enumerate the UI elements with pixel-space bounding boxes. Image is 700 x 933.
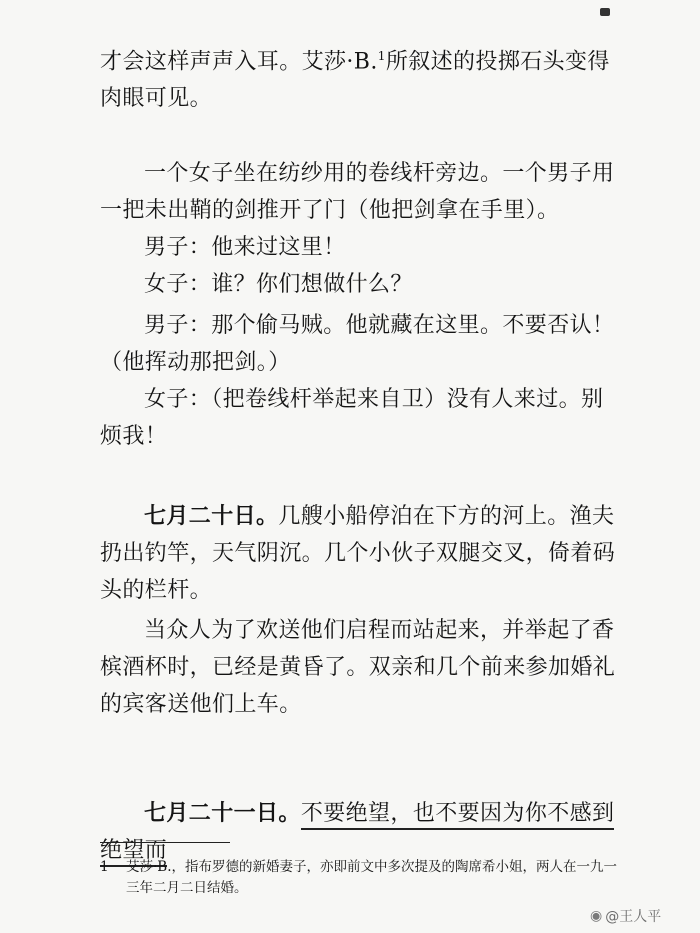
weibo-icon: ◉ xyxy=(590,908,603,924)
footnote-divider xyxy=(100,842,230,843)
entry-date: 七月二十日。 xyxy=(144,503,279,529)
watermark xyxy=(590,906,661,926)
paragraph-scene: 一个女子坐在纺纱用的卷线杆旁边。一个男子用一把未出鞘的剑推开了门（他把剑拿在手里）。 xyxy=(100,161,615,223)
entry-text: 几艘小船停泊在下方的河上。渔夫扔出钓竿，天气阴沉。几个小伙子双腿交叉，倚着码头的栏杆。 xyxy=(100,504,616,603)
entry-date: 七月二十一日。 xyxy=(144,800,301,826)
scan-mark xyxy=(600,8,610,16)
dialogue-line: 女子：谁？你们想做什么？ xyxy=(144,272,413,297)
dialogue-line: 男子：那个偷马贼。他就藏在这里。不要否认！（他挥动那把剑。） xyxy=(100,313,615,375)
footnote xyxy=(100,857,620,899)
dialogue-line: 女子：（把卷线杆举起来自卫）没有人来过。别烦我！ xyxy=(100,387,604,449)
paragraph-text: 所叙述的投掷石头变得肉眼可见。 xyxy=(100,49,610,112)
paragraph-text: 才会这样声声入耳。艾莎·B. xyxy=(100,49,378,75)
paragraph-evening: 当众人为了欢送他们启程而站起来，并举起了香槟酒杯时，已经是黄昏了。双亲和几个前来参加婚礼的宾客送他们上车。 xyxy=(100,618,616,717)
dialogue-line: 男子：他来过这里！ xyxy=(144,235,346,260)
underlined-text: 不要绝望，也不要因为你不感到绝望而 xyxy=(100,801,614,867)
diary-entry xyxy=(100,498,620,609)
watermark-text: @王人平 xyxy=(605,909,662,925)
footnote-reference: 1 xyxy=(377,49,386,63)
paragraph-continuation xyxy=(100,38,620,117)
footnote-text: 艾莎·B.，指布罗德的新婚妻子，亦即前文中多次提及的陶席希小姐，两人在一九一三年二月二日结婚。 xyxy=(126,859,618,896)
footnote-number: 1 xyxy=(100,859,109,875)
